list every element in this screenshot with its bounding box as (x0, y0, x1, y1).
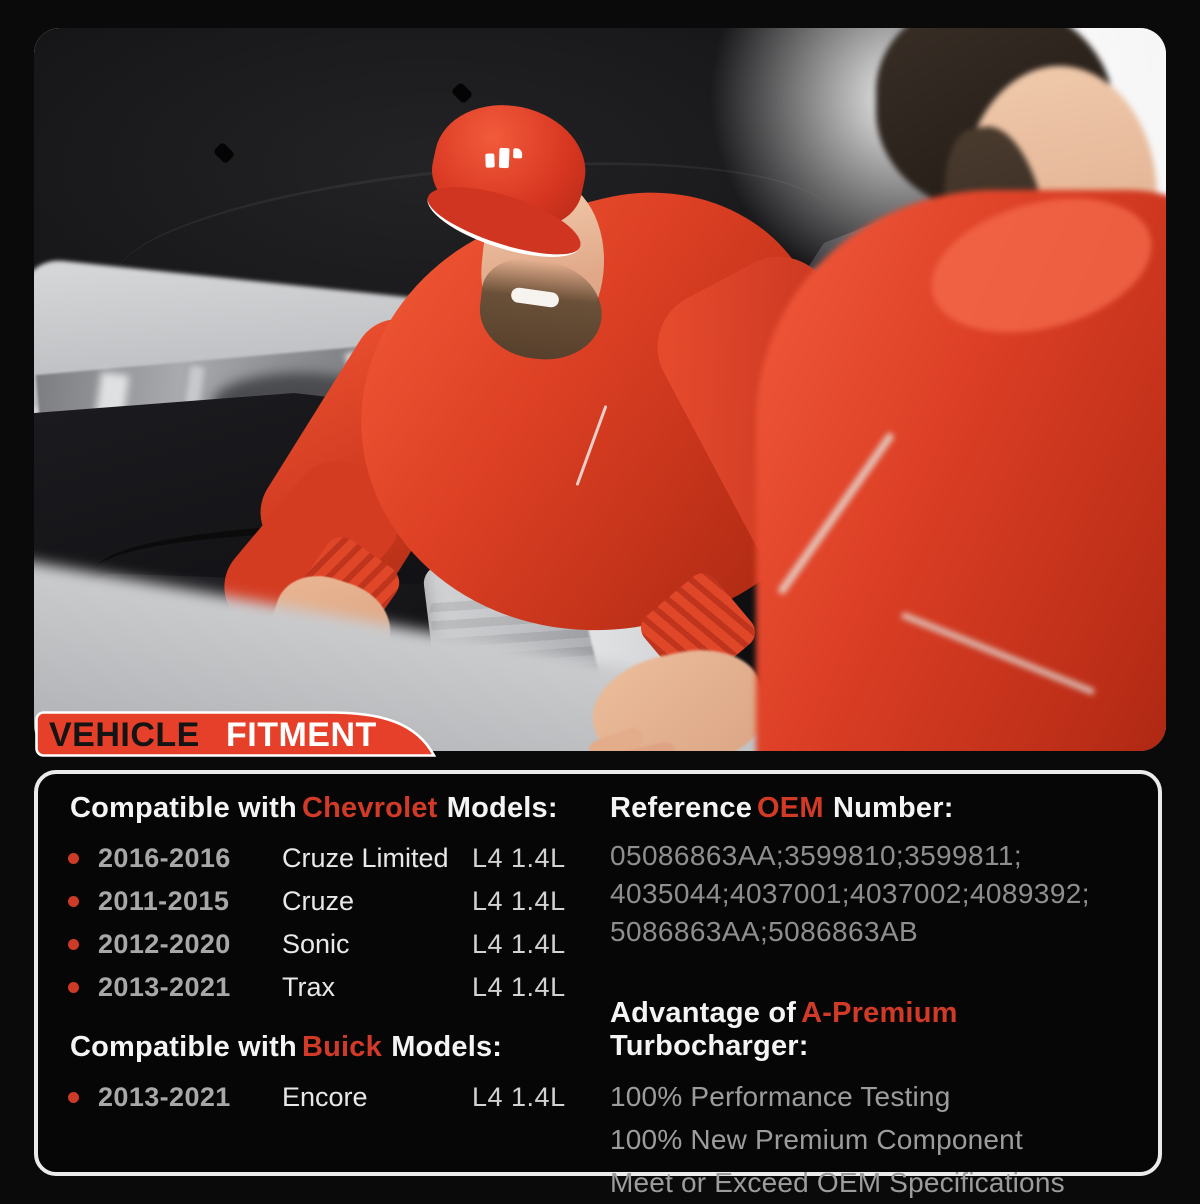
reference-column (610, 774, 1150, 1204)
brand-name: Chevrolet (301, 792, 438, 824)
row-years: 2012-2020 (98, 929, 231, 959)
section-heading-buick (70, 1031, 598, 1064)
bullet-icon (68, 982, 79, 993)
row-engine: L4 1.4L (472, 843, 566, 873)
row-years: 2011-2015 (98, 886, 230, 916)
bullet-icon (68, 1092, 79, 1103)
row-engine: L4 1.4L (472, 972, 566, 1002)
heading-prefix: Compatible with (70, 792, 297, 824)
advantage-item: 100% New Premium Component (610, 1124, 1023, 1155)
row-engine: L4 1.4L (472, 1082, 566, 1112)
oem-heading (610, 792, 1150, 825)
row-engine: L4 1.4L (472, 886, 566, 916)
row-model: Cruze Limited (282, 843, 449, 873)
row-years: 2013-2021 (98, 1082, 231, 1112)
fitment-row (38, 880, 598, 923)
compatibility-column (38, 774, 598, 1119)
mechanic-foreground-blurred (34, 28, 1166, 751)
advantage-item: Meet or Exceed OEM Specifications (610, 1167, 1065, 1198)
oem-number-line: 5086863AA;5086863AB (610, 916, 919, 947)
vehicle-fitment-banner (34, 710, 444, 758)
oem-number-list (610, 837, 1150, 951)
heading-suffix: Models: (438, 792, 558, 824)
oem-number-line: 05086863AA;3599810;3599811; (610, 840, 1023, 871)
bullet-icon (68, 853, 79, 864)
row-years: 2016-2016 (98, 843, 231, 873)
oem-highlight: OEM (757, 792, 824, 824)
workshop-photo (34, 28, 1166, 751)
fitment-row (38, 837, 598, 880)
row-years: 2013-2021 (98, 972, 231, 1002)
bullet-icon (68, 939, 79, 950)
row-model: Sonic (282, 929, 350, 959)
heading-suffix: Turbocharger: (610, 1030, 809, 1062)
fitment-row (38, 923, 598, 966)
row-model: Cruze (282, 886, 355, 916)
heading-prefix: Compatible with (70, 1031, 297, 1063)
oem-number-line: 4035044;4037001;4037002;4089392; (610, 878, 1090, 909)
heading-suffix: Number: (824, 792, 954, 824)
row-model: Trax (282, 972, 335, 1002)
row-model: Encore (282, 1082, 368, 1112)
row-engine: L4 1.4L (472, 929, 566, 959)
fitment-row (38, 1076, 598, 1119)
heading-suffix: Models: (382, 1031, 503, 1063)
advantage-list (610, 1075, 1150, 1204)
advantage-item: 100% Performance Testing (610, 1081, 951, 1112)
banner-word-fitment: FITMENT (226, 716, 377, 754)
advantage-heading (610, 997, 1150, 1063)
heading-prefix: Advantage of (610, 997, 797, 1029)
bullet-icon (68, 896, 79, 907)
section-heading-chevrolet (70, 792, 598, 825)
heading-prefix: Reference (610, 792, 753, 824)
fitment-panel (34, 770, 1162, 1198)
fitment-row (38, 966, 598, 1009)
brand-name: Buick (301, 1031, 382, 1063)
banner-word-vehicle: VEHICLE (49, 716, 200, 754)
advantage-highlight: A-Premium (801, 997, 958, 1029)
